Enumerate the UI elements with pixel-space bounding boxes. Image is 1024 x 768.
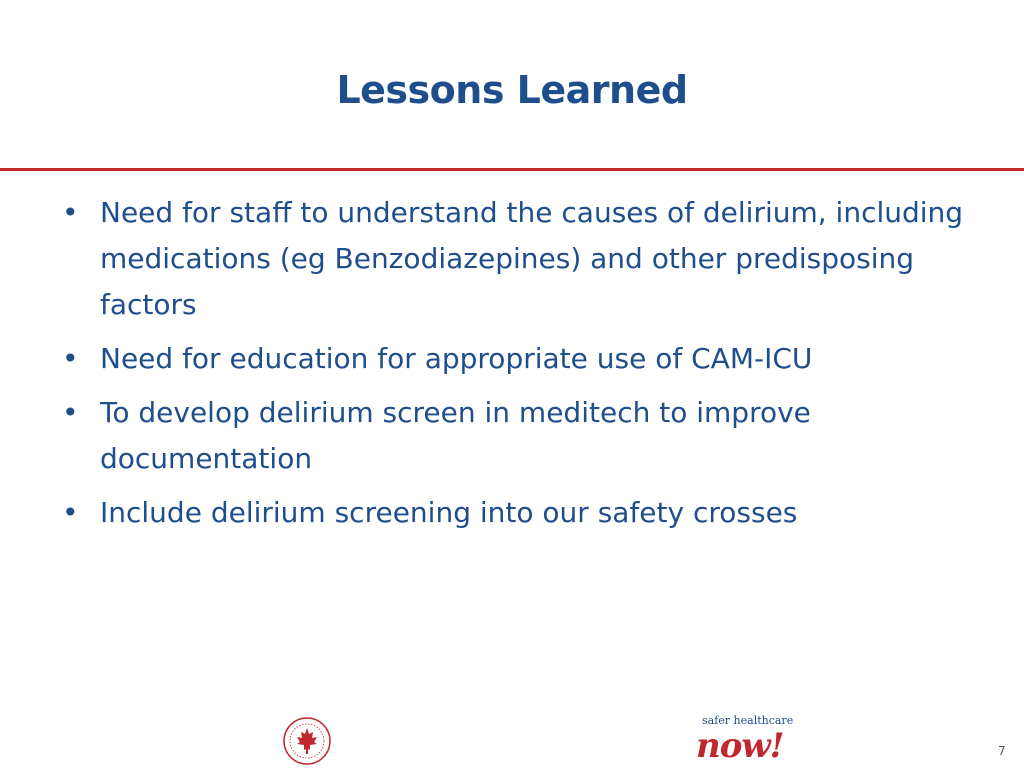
bullet-text: Need for staff to understand the causes of delirium, including medications (eg Benzodiazepines) and other predisposing factors	[100, 196, 964, 321]
bullet-text: Include delirium screening into our safety crosses	[100, 496, 798, 529]
bullet-text: To develop delirium screen in meditech to improve documentation	[100, 396, 811, 475]
bullet-list	[56, 190, 976, 544]
bullet-dot: •	[62, 496, 79, 529]
logo-big-text: now!	[696, 726, 784, 766]
bullet-item	[56, 390, 976, 482]
bullet-text: Need for education for appropriate use of CAM-ICU	[100, 342, 813, 375]
bullet-dot: •	[62, 396, 79, 429]
bullet-item	[56, 336, 976, 382]
slide-title: Lessons Learned	[336, 68, 688, 112]
bullet-item	[56, 190, 976, 328]
bullet-item	[56, 490, 976, 536]
logo-small-text: safer healthcare	[702, 714, 794, 727]
bullet-dot: •	[62, 196, 79, 229]
page-number: 7	[998, 744, 1006, 758]
bullet-dot: •	[62, 342, 79, 375]
title-divider	[0, 168, 1024, 171]
maple-leaf-seal-icon	[282, 716, 332, 766]
safer-healthcare-now-logo	[696, 712, 792, 768]
